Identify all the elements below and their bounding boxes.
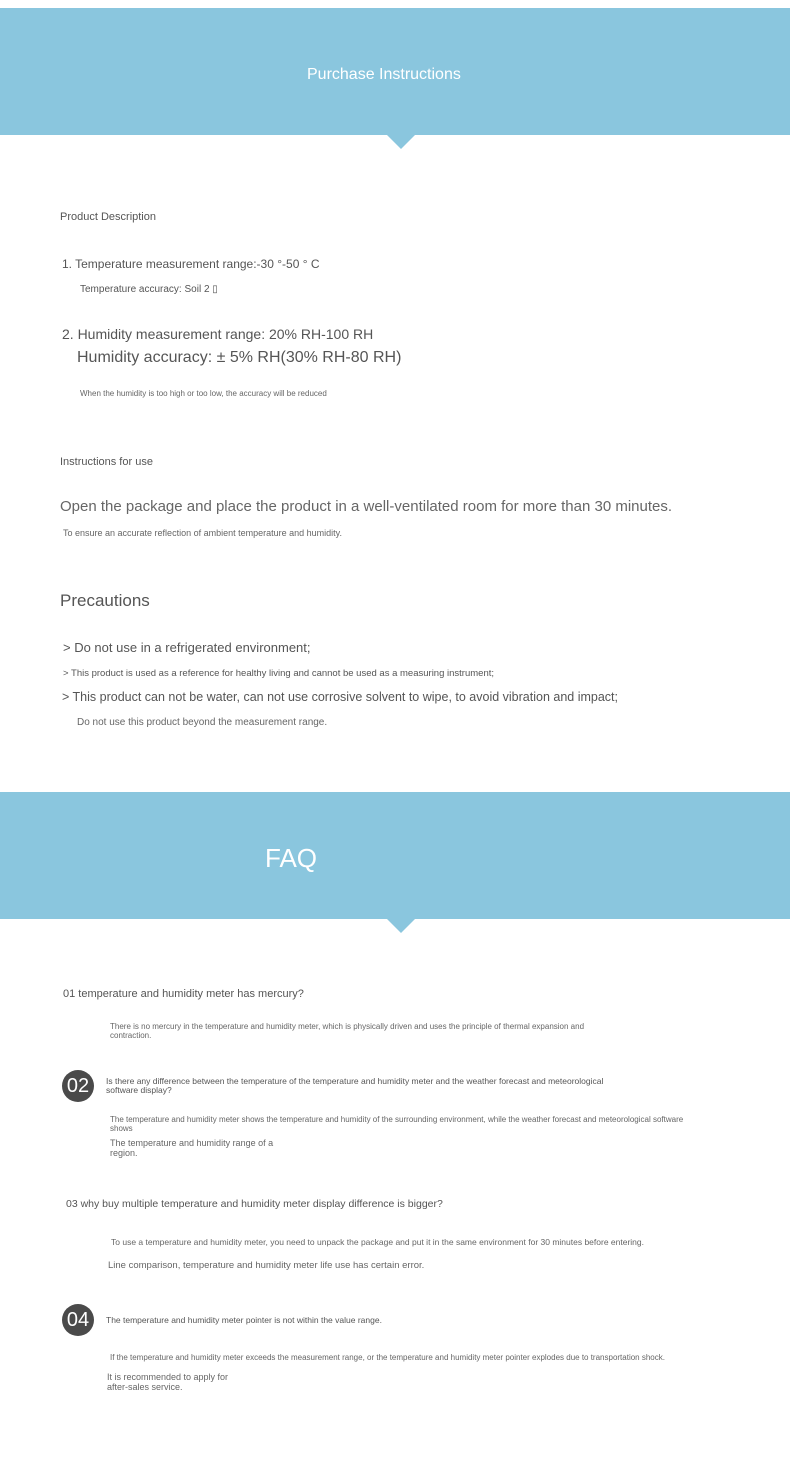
faq-answer-2: The temperature and humidity meter shows the temperature and humidity of the surrounding environment, while the weather forecast and meteorological software shows: [110, 1115, 684, 1133]
faq-number-badge-4: 04: [62, 1304, 94, 1336]
faq-question-3: 03 why buy multiple temperature and humidity meter display difference is bigger?: [66, 1198, 443, 1210]
faq-question-4: The temperature and humidity meter pointer is not within the value range.: [106, 1315, 382, 1325]
faq-answer-2-cont: The temperature and humidity range of a region.: [110, 1138, 274, 1158]
product-description-heading: Product Description: [60, 211, 156, 223]
instructions-heading: Instructions for use: [60, 456, 153, 468]
faq-banner: [0, 792, 790, 919]
precaution-item-4: Do not use this product beyond the measurement range.: [77, 717, 328, 728]
faq-banner-arrow: [387, 919, 415, 933]
humidity-note: When the humidity is too high or too low, the accuracy will be reduced: [80, 389, 327, 398]
faq-question-2: Is there any difference between the temperature of the temperature and humidity meter and the weather forecast and meteorological software display?: [106, 1076, 604, 1095]
faq-banner-title: FAQ: [265, 843, 318, 873]
temperature-accuracy: Temperature accuracy: Soil 2 ▯: [80, 284, 218, 295]
purchase-banner-arrow: [387, 135, 415, 149]
purchase-banner-title: Purchase Instructions: [307, 66, 461, 83]
faq-question-1: 01 temperature and humidity meter has mercury?: [63, 988, 304, 1000]
humidity-accuracy: Humidity accuracy: ± 5% RH(30% RH-80 RH): [77, 349, 402, 366]
precaution-item-1: > Do not use in a refrigerated environment;: [63, 640, 311, 655]
faq-answer-4: If the temperature and humidity meter exceeds the measurement range, or the temperature and humidity meter pointer explodes due to transportation shock.: [110, 1353, 665, 1362]
humidity-range: 2. Humidity measurement range: 20% RH-100 RH: [62, 326, 374, 342]
temperature-range: 1. Temperature measurement range:-30 °-50 ° C: [62, 257, 320, 271]
instructions-note: To ensure an accurate reflection of ambient temperature and humidity.: [63, 528, 342, 538]
instructions-main: Open the package and place the product in a well-ventilated room for more than 30 minutes.: [60, 498, 673, 515]
faq-answer-3: To use a temperature and humidity meter, you need to unpack the package and put it in the same environment for 30 minutes before entering.: [111, 1237, 644, 1247]
faq-answer-3-cont: Line comparison, temperature and humidity meter life use has certain error.: [108, 1260, 425, 1271]
precautions-heading: Precautions: [60, 591, 150, 610]
precaution-item-3: > This product can not be water, can not use corrosive solvent to wipe, to avoid vibration and impact;: [62, 690, 618, 704]
precaution-item-2: > This product is used as a reference for healthy living and cannot be used as a measuring instrument;: [63, 668, 495, 679]
faq-number-badge-2: 02: [62, 1070, 94, 1102]
faq-answer-4-cont: It is recommended to apply for after-sales service.: [107, 1372, 229, 1392]
faq-answer-1: There is no mercury in the temperature and humidity meter, which is physically driven and uses the principle of thermal expansion and contraction.: [110, 1022, 585, 1040]
